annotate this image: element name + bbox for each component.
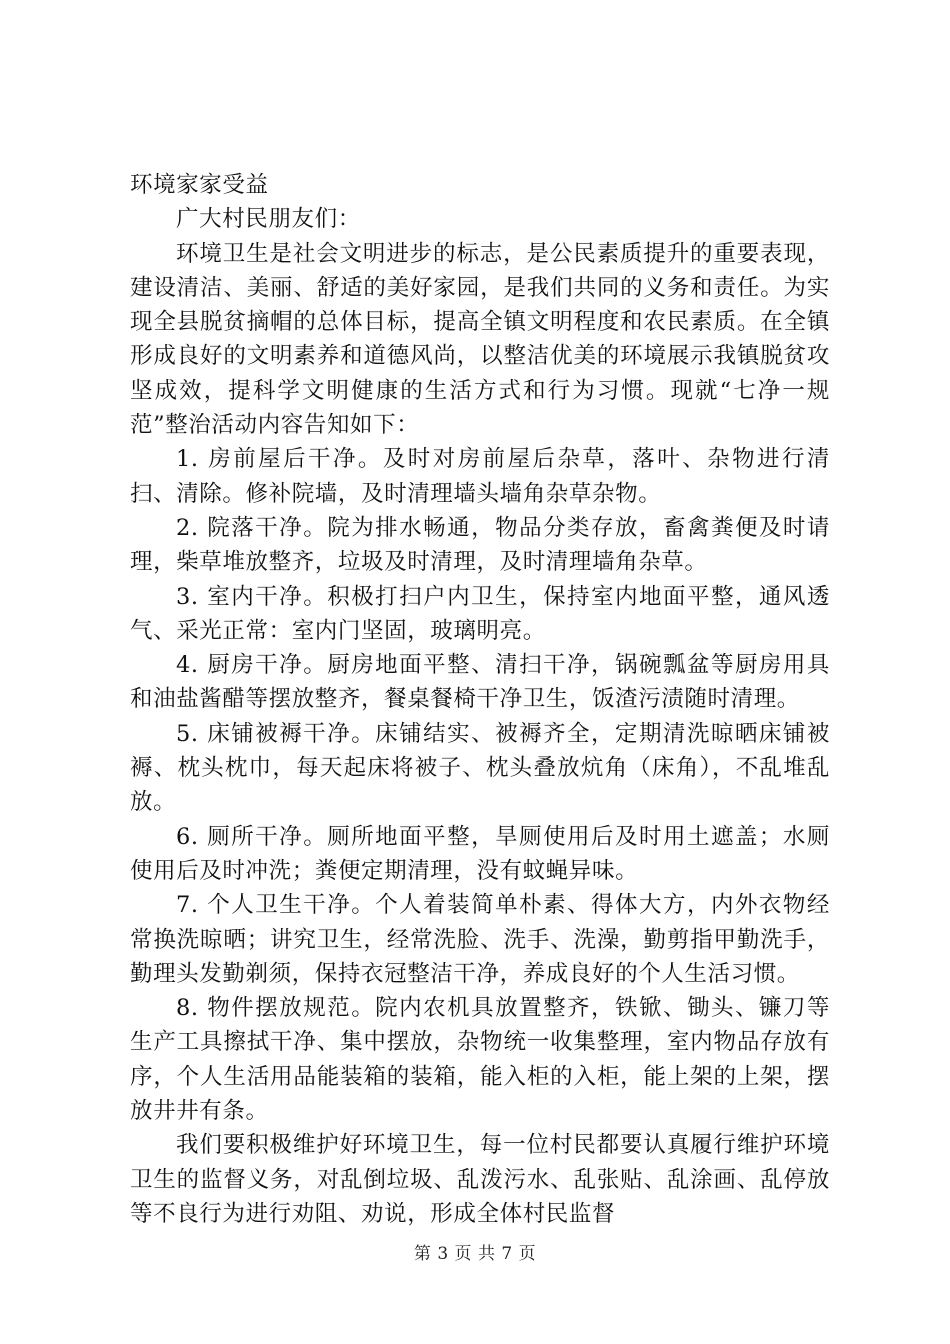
item-3-paragraph: 3. 室内干净。积极打扫户内卫生，保持室内地面平整，通风透气、采光正常：室内门坚固，玻璃明亮。 (130, 583, 830, 644)
item-6-paragraph: 6. 厕所干净。厕所地面平整，旱厕使用后及时用土遮盖；水厕使用后及时冲洗；粪便定期清理，没有蚊蝇异味。 (130, 823, 830, 884)
item-8-paragraph: 8. 物件摆放规范。院内农机具放置整齐，铁锨、锄头、镰刀等生产工具擦拭干净、集中摆放，杂物统一收集整理，室内物品存放有序，个人生活用品能装箱的装箱，能入柜的入柜，能上架的上架，摆放井井有条。 (130, 995, 830, 1125)
item-5-paragraph: 5. 床铺被褥干净。床铺结实、被褥齐全，定期清洗晾晒床铺被褥、枕头枕巾，每天起床将被子、枕头叠放炕角（床角），不乱堆乱放。 (130, 720, 830, 816)
item-7-paragraph: 7. 个人卫生干净。个人着装简单朴素、得体大方，内外衣物经常换洗晾晒；讲究卫生，经常洗脸、洗手、洗澡，勤剪指甲勤洗手，勤理头发勤剃须，保持衣冠整洁干净，养成良好的个人生活习惯。 (130, 892, 830, 987)
item-4-paragraph: 4. 厨房干净。厨房地面平整、清扫干净，锅碗瓢盆等厨房用具和油盐酱醋等摆放整齐，餐桌餐椅干净卫生，饭渣污渍随时清理。 (130, 652, 830, 713)
closing-paragraph: 我们要积极维护好环境卫生，每一位村民都要认真履行维护环境卫生的监督义务，对乱倒垃圾、乱泼污水、乱张贴、乱涂画、乱停放等不良行为进行劝阻、劝说，形成全体村民监督 (130, 1132, 830, 1227)
page-number-footer: 第 3 页 共 7 页 (413, 1244, 537, 1264)
intro-paragraph: 环境卫生是社会文明进步的标志，是公民素质提升的重要表现，建设清洁、美丽、舒适的美好家园，是我们共同的义务和责任。为实现全县脱贫摘帽的总体目标，提高全镇文明程度和农民素质。在全镇形成良好的文明素养和道德风尚，以整洁优美的环境展示我镇脱贫攻坚成效，提科学文明健康的生活方式和行为习惯。现就“七净一规范”整治活动内容告知如下： (130, 240, 830, 439)
document-heading-line: 环境家家受益 (130, 172, 269, 198)
item-1-paragraph: 1. 房前屋后干净。及时对房前屋后杂草，落叶、杂物进行清扫、清除。修补院墙，及时清理墙头墙角杂草杂物。 (130, 446, 830, 507)
document-body (130, 168, 830, 1231)
salutation: 广大村民朋友们： (176, 206, 361, 233)
item-2-paragraph: 2. 院落干净。院为排水畅通，物品分类存放，畜禽粪便及时请理，柴草堆放整齐，垃圾及时清理，及时清理墙角杂草。 (130, 514, 830, 576)
